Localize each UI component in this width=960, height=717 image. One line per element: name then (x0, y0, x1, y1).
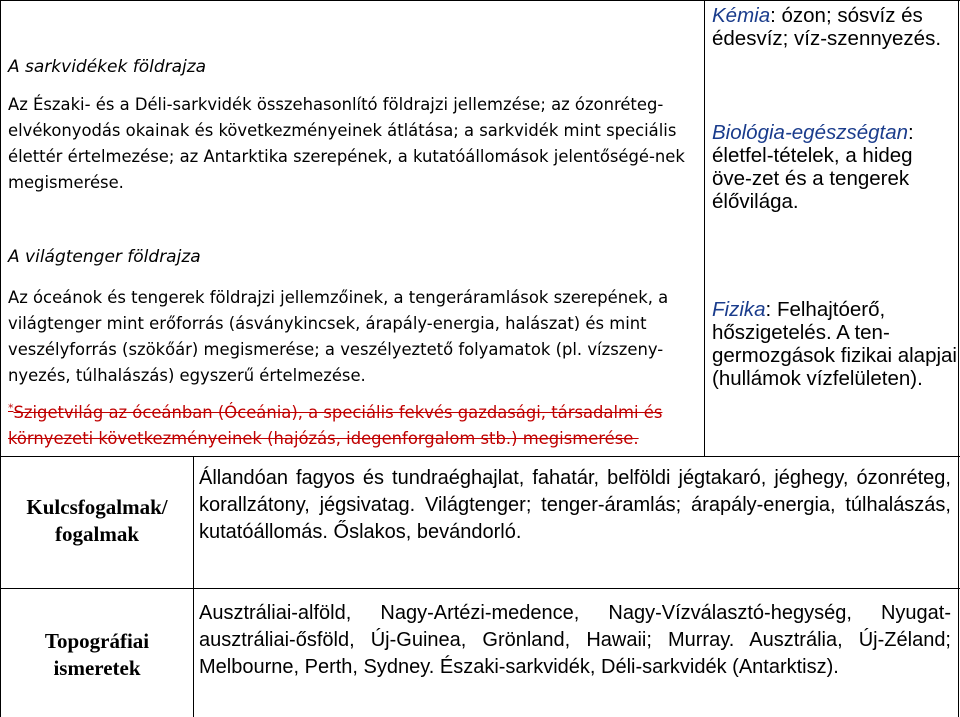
label-column-divider (193, 456, 194, 717)
chemistry-text: : ózon; sósvíz és édesvíz; víz-szennyezés. (712, 4, 942, 50)
row-divider-1 (0, 456, 960, 457)
biology-label: Biológia-egészségtan (712, 121, 909, 144)
paragraph-ocean: Az óceánok és tengerek földrajzi jellemzőinek, a tengeráramlások szerepének, a világtenger mint erőforrás (ásványkincsek, árapály-energia, halászat) és mint veszélyforrás (szökőár) megismerése; a veszélyeztető folyamatok (pl. vízszeny-nyezés, túlhalászás) egyszerű értelmezése. (8, 288, 669, 385)
paragraph-polar: Az Északi- és a Déli-sarkvidék összehasonlító földrajzi jellemzése; az ózonréteg-elvékonyodás okainak és következményeinek átlátása; a sarkvidék mint speciális élettér értelmezése; az Antarktika szerepének, a kutatóállomások jelentőségé-nek megismerése. (8, 95, 685, 192)
key-concepts-text: Állandóan fagyos és tundraéghajlat, fahatár, belföldi jégtakaró, jéghegy, ózonréteg, korallzátony, jégsivatag. Világtenger; tenger-áramlás; árapály-energia, túlhalászás, kutatóállomás. Őslakos, bevándorló. (199, 467, 951, 543)
section-heading-polar: A sarkvidékek földrajza (8, 57, 207, 77)
asterisk-mark: * (8, 401, 14, 415)
link-physics (712, 298, 957, 390)
physics-label: Fizika (712, 298, 766, 321)
table-border-top (0, 0, 960, 1)
paragraph-oceania-text: Szigetvilág az óceánban (Óceánia), a speciális fekvés gazdasági, társadalmi és környezeti következményeinek (hajózás, idegenforgalom stb.) megismerése. (8, 403, 663, 448)
link-biology (712, 121, 957, 213)
column-divider (704, 0, 705, 456)
physics-text: : Felhajtóerő, hőszigetelés. A ten-germozgások fizikai alapjai (hullámok vízfelületen). (712, 298, 957, 390)
link-chemistry (712, 4, 957, 50)
table-border-left (0, 0, 1, 717)
chemistry-label: Kémia (712, 4, 771, 27)
section-heading-ocean: A világtenger földrajza (8, 247, 201, 267)
paragraph-oceania-struck (8, 400, 698, 452)
biology-text: : életfel-tételek, a hideg öve-zet és a tengerek élővilága. (712, 121, 914, 213)
table-border-right (958, 0, 959, 717)
topography-text: Ausztráliai-alföld, Nagy-Artézi-medence, Nagy-Vízválasztó-hegység, Nyugat-ausztráliai-ősföld, Új-Guinea, Grönland, Hawaii; Murray. Ausztrália, Új-Zéland; Melbourne, Perth, Sydney. Északi-sarkvidék, Déli-sarkvidék (Antarktisz). (199, 602, 951, 678)
row-divider-2 (0, 588, 960, 589)
key-concepts-label: Kulcsfogalmak/ fogalmak (26, 495, 168, 546)
topography-label: Topográfiai ismeretek (44, 629, 150, 680)
